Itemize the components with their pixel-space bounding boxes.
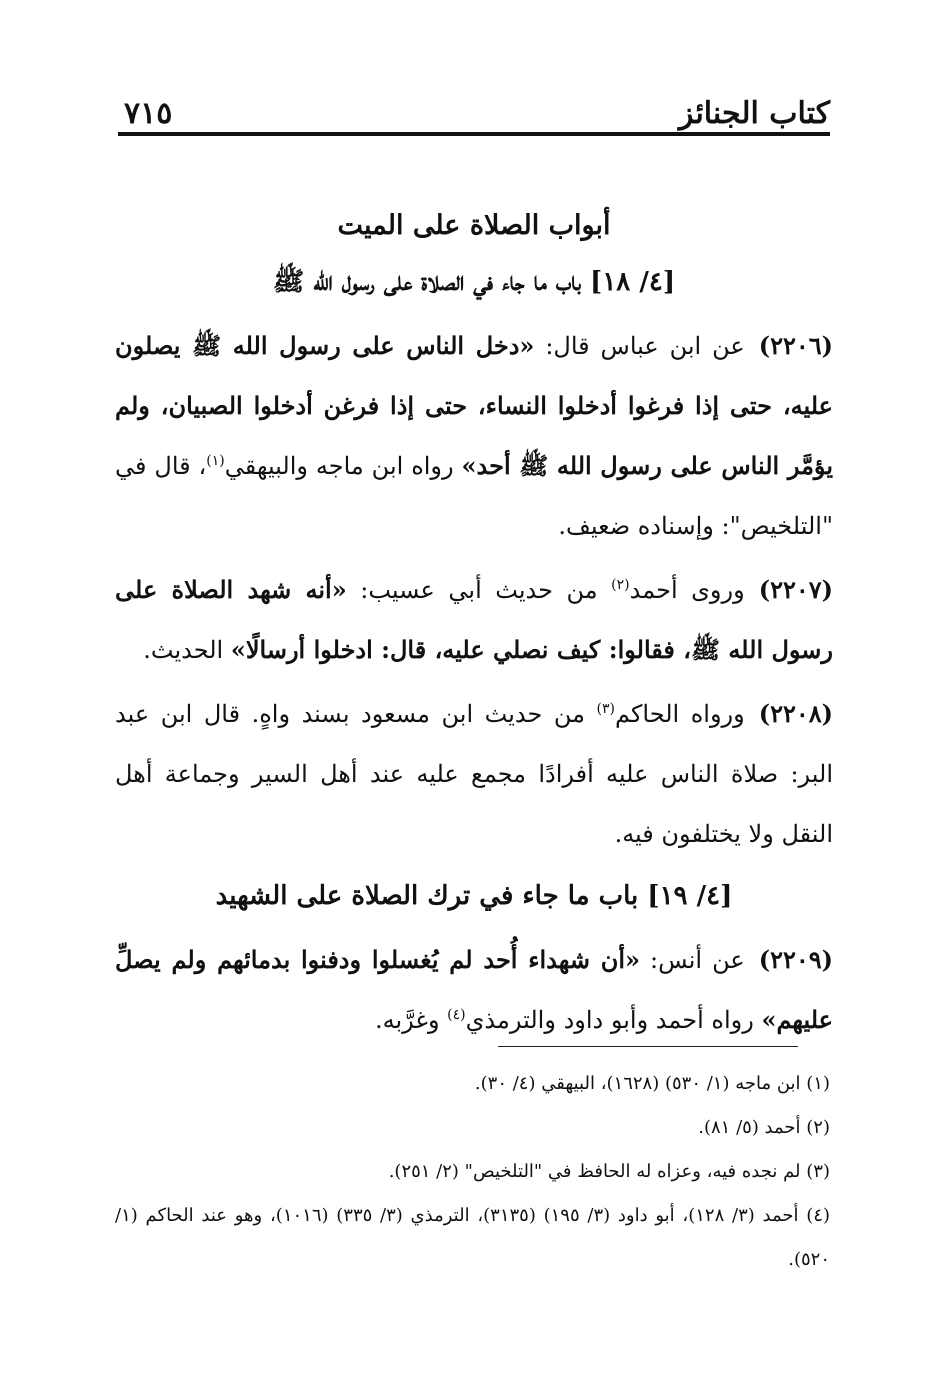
hadith-quote: «أن شهداء أُحد لم يُغسلوا ودفنوا بدمائهم ولم يصلِّ عليهم»	[115, 945, 833, 1034]
hadith-2209	[115, 930, 833, 1050]
hadith-text: من حديث أبي عسيب:	[346, 576, 612, 604]
footnote-item: (١) ابن ماجه (١/ ٥٣٠) (١٦٢٨)، البيهقي (٤/ ٣٠).	[474, 1073, 830, 1094]
hadith-2206	[115, 316, 833, 556]
hadith-number: (٢٢٠٧)	[758, 575, 833, 604]
hadith-number: (٢٢٠٨)	[758, 699, 834, 728]
hadith-text: عن أنس:	[640, 946, 745, 974]
header-title: كتاب الجنائز	[678, 96, 830, 131]
page-number: ٧١٥	[124, 96, 173, 131]
hadith-number: (٢٢٠٩)	[758, 945, 833, 974]
section-title: أبواب الصلاة على الميت	[337, 210, 611, 241]
hadith-2207	[115, 560, 833, 680]
hadith-text: ، قال في "التلخيص": وإسناده ضعيف.	[115, 452, 833, 540]
footnote-ref[interactable]: (٣)	[596, 701, 615, 717]
hadith-text: رواه أحمد وأبو داود والترمذي	[465, 1006, 762, 1034]
hadith-quote: «دخل الناس على رسول الله ﷺ يصلون عليه، حتى إذا فرغوا أدخلوا النساء، حتى إذا فرغن أدخلوا الصبيان، ولم يؤمَّر الناس على رسول الله ﷺ أحد»	[115, 331, 834, 480]
running-header	[118, 96, 830, 132]
footnote-item: (٤) أحمد (٣/ ١٢٨)، أبو داود (٣/ ١٩٥) (٣١٣٥)، الترمذي (٣/ ٣٣٥) (١٠١٦)، وهو عند الحاكم (١/ ٥٢٠).	[115, 1205, 830, 1270]
footnote-item: (٢) أحمد (٥/ ٨١).	[698, 1117, 830, 1138]
hadith-2208	[115, 684, 833, 864]
hadith-text: وروى أحمد	[629, 576, 745, 604]
hadith-text: وغرَّبه.	[374, 1006, 448, 1034]
chapter-title: [٤/ ١٩] باب ما جاء في ترك الصلاة على الشهيد	[215, 881, 733, 911]
hadith-text: رواه ابن ماجه والبيهقي	[224, 452, 462, 480]
hadith-text: من حديث ابن مسعود بسند واهٍ. قال ابن عبد البر: صلاة الناس عليه أفرادًا مجمع عليه عند أهل السير وجماعة أهل النقل ولا يختلفون فيه.	[115, 700, 834, 848]
footnote-ref[interactable]: (١)	[206, 453, 225, 469]
hadith-text: ورواه الحاكم	[615, 700, 745, 728]
footnote-ref[interactable]: (٢)	[611, 577, 630, 593]
footnote-ref[interactable]: (٤)	[447, 1007, 466, 1023]
header-rule	[118, 132, 830, 136]
hadith-text: الحديث.	[143, 636, 231, 664]
hadith-text: عن ابن عباس قال:	[534, 332, 745, 360]
main-text	[115, 198, 833, 1054]
footnotes	[115, 1062, 830, 1282]
hadith-quote: «أنه شهد الصلاة على رسول الله ﷺ، فقالوا: كيف نصلي عليه، قال: ادخلوا أرسالًا»	[115, 575, 833, 664]
chapter-title: [٤/ ١٨] باب ما جاء في الصلاة على رسول الله ﷺ	[272, 267, 676, 297]
footnote-separator	[498, 1046, 798, 1047]
footnote-item: (٣) لم نجده فيه، وعزاه له الحافظ في "التلخيص" (٢/ ٢٥١).	[388, 1161, 830, 1182]
hadith-number: (٢٢٠٦)	[758, 331, 834, 360]
